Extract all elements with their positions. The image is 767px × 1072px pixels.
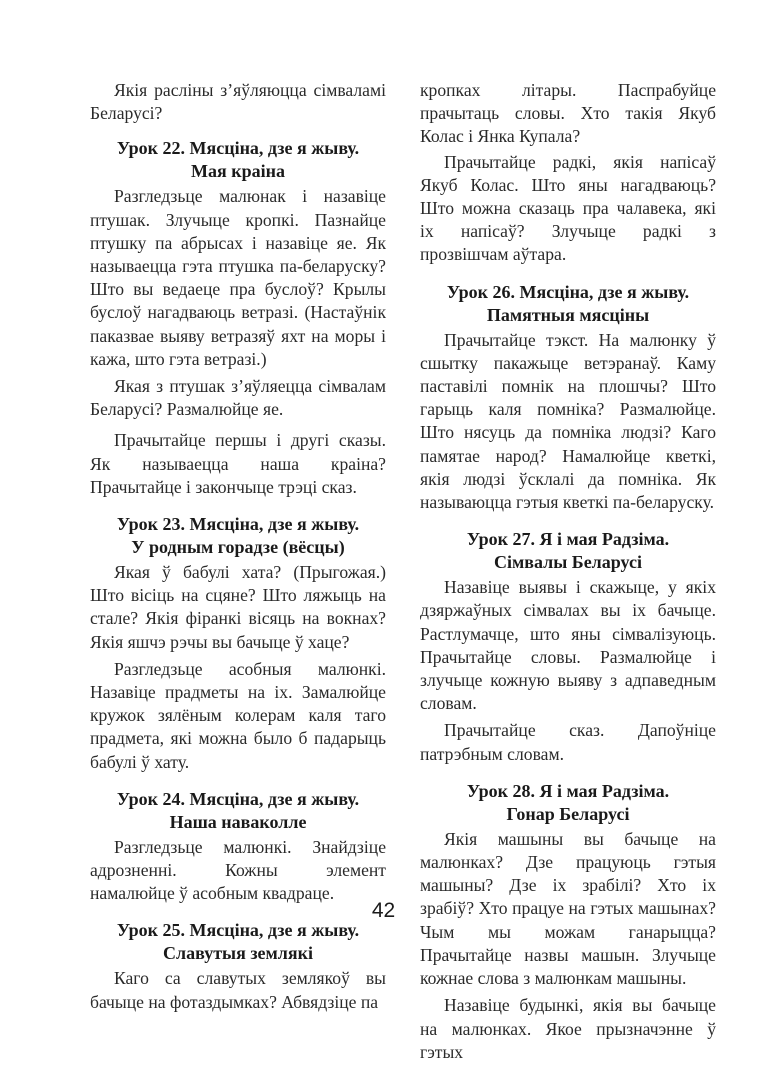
lesson-24-subtitle: Наша наваколле bbox=[169, 811, 307, 832]
lesson-28-title: Урок 28. Я і мая Радзіма. bbox=[466, 780, 670, 801]
lesson-28-paragraph-1: Якія машыны вы бачыце на малюнках? Дзе працуюць гэтыя машыны? Дзе іх зрабілі? Хто іх зрабіў? Хто працуе на гэтых машынах? Чым мы можам ганарыцца? Прачытайце назвы машын. Злучыце кожнае слова з малюнкам машыны. bbox=[420, 828, 716, 989]
lesson-27-heading bbox=[420, 528, 716, 574]
lesson-25-subtitle: Славутыя землякі bbox=[162, 943, 314, 964]
lesson-22-subtitle: Мая краіна bbox=[191, 161, 285, 182]
lesson-22-paragraph-3: Прачытайце першы і другі сказы. Як называецца наша краіна? Прачытайце і закончыце трэці сказ. bbox=[90, 430, 386, 497]
lesson-28-subtitle: Гонар Беларусі bbox=[506, 803, 630, 824]
lesson-25-paragraph-1: Каго са славутых землякоў вы бачыце на фотаздымках? Абвядзіце па bbox=[90, 968, 386, 1012]
lesson-28-heading bbox=[420, 780, 716, 826]
lesson-22-paragraph-1: Разгледзьце малюнак і назавіце птушак. Злучыце кропкі. Пазнайце птушку па абрысах і назавіце яе. Як называецца гэта птушка па-беларуску? Што вы ведаеце пра буслоў? Крылы буслоў нагадваюць ветразі. (Настаўнік паказвае выяву ветразяў яхт на моры і кажа, што гэта ветразі.) bbox=[90, 186, 386, 369]
lesson-24-heading bbox=[90, 788, 386, 834]
kolas-paragraph: Прачытайце радкі, якія напісаў Якуб Колас. Што яны нагадваюць? Што можна сказаць пра чалавека, які іх напісаў? Злучыце радкі з прозвішчам аўтара. bbox=[420, 151, 716, 265]
continuation-paragraph: кропках літары. Паспрабуйце прачытаць словы. Хто такія Якуб Колас і Янка Купала? bbox=[420, 80, 716, 147]
lesson-26-title: Урок 26. Мясціна, дзе я жыву. bbox=[446, 281, 690, 302]
lesson-22-title: Урок 22. Мясціна, дзе я жыву. bbox=[116, 138, 360, 159]
lesson-24-paragraph-1: Разгледзьце малюнкі. Знайдзіце адрозненні. Кожны элемент намалюйце ў асобным квадраце. bbox=[90, 836, 386, 904]
lesson-22-heading bbox=[90, 137, 386, 183]
lesson-23-paragraph-1: Якая ў бабулі хата? (Прыгожая.) Што вісіць на сцяне? Што ляжыць на стале? Якія фіранкі вісяць на вокнах? Якія яшчэ рэчы вы бачыце ў хаце? bbox=[90, 562, 386, 652]
lesson-24-title: Урок 24. Мясціна, дзе я жыву. bbox=[116, 788, 360, 809]
lesson-23-subtitle: У родным горадзе (вёсцы) bbox=[131, 537, 345, 558]
page-number: 42 bbox=[371, 899, 396, 922]
lesson-23-title: Урок 23. Мясціна, дзе я жыву. bbox=[116, 514, 360, 535]
lesson-26-subtitle: Памятныя мясціны bbox=[486, 304, 650, 325]
left-column bbox=[90, 79, 386, 1022]
lesson-23-heading bbox=[90, 513, 386, 559]
lesson-26-heading bbox=[420, 281, 716, 327]
lesson-27-title: Урок 27. Я і мая Радзіма. bbox=[466, 529, 670, 550]
lesson-25-heading bbox=[90, 919, 386, 965]
intro-paragraph: Якія расліны з’яўляюцца сімваламі Беларусі? bbox=[90, 80, 386, 124]
lesson-25-title: Урок 25. Мясціна, дзе я жыву. bbox=[116, 920, 360, 941]
lesson-26-paragraph-1: Прачытайце тэкст. На малюнку ў сшытку пакажыце ветэранаў. Каму паставілі помнік на плошчы? Што гарыць каля помніка? Размалюйце. Што нясуць да помніка людзі? Каго памятае народ? Намалюйце кветкі, якія людзі ўсклалі да помніка. Як называюцца гэтыя кветкі па-беларуску. bbox=[420, 329, 716, 513]
lesson-28-paragraph-2: Назавіце будынкі, якія вы бачыце на малюнках. Якое прызначэнне ў гэтых bbox=[420, 995, 716, 1062]
lesson-27-paragraph-1: Назавіце выявы і скажыце, у якіх дзяржаўных сімвалах вы іх бачыце. Растлумачце, што яны сімвалізуюць. Прачытайце словы. Размалюйце і злучыце кожную выяву з адпаведным словам. bbox=[420, 577, 716, 714]
lesson-22-paragraph-2: Якая з птушак з’яўляецца сімвалам Беларусі? Размалюйце яе. bbox=[90, 376, 386, 420]
lesson-27-subtitle: Сімвалы Беларусі bbox=[494, 552, 642, 573]
lesson-27-paragraph-2: Прачытайце сказ. Дапоўніце патрэбным словам. bbox=[420, 720, 716, 764]
lesson-23-paragraph-2: Разгледзьце асобныя малюнкі. Назавіце прадметы на іх. Замалюйце кружок зялёным колерам каля таго прадмета, які можна было б падарыць бабулі ў хату. bbox=[90, 658, 386, 772]
